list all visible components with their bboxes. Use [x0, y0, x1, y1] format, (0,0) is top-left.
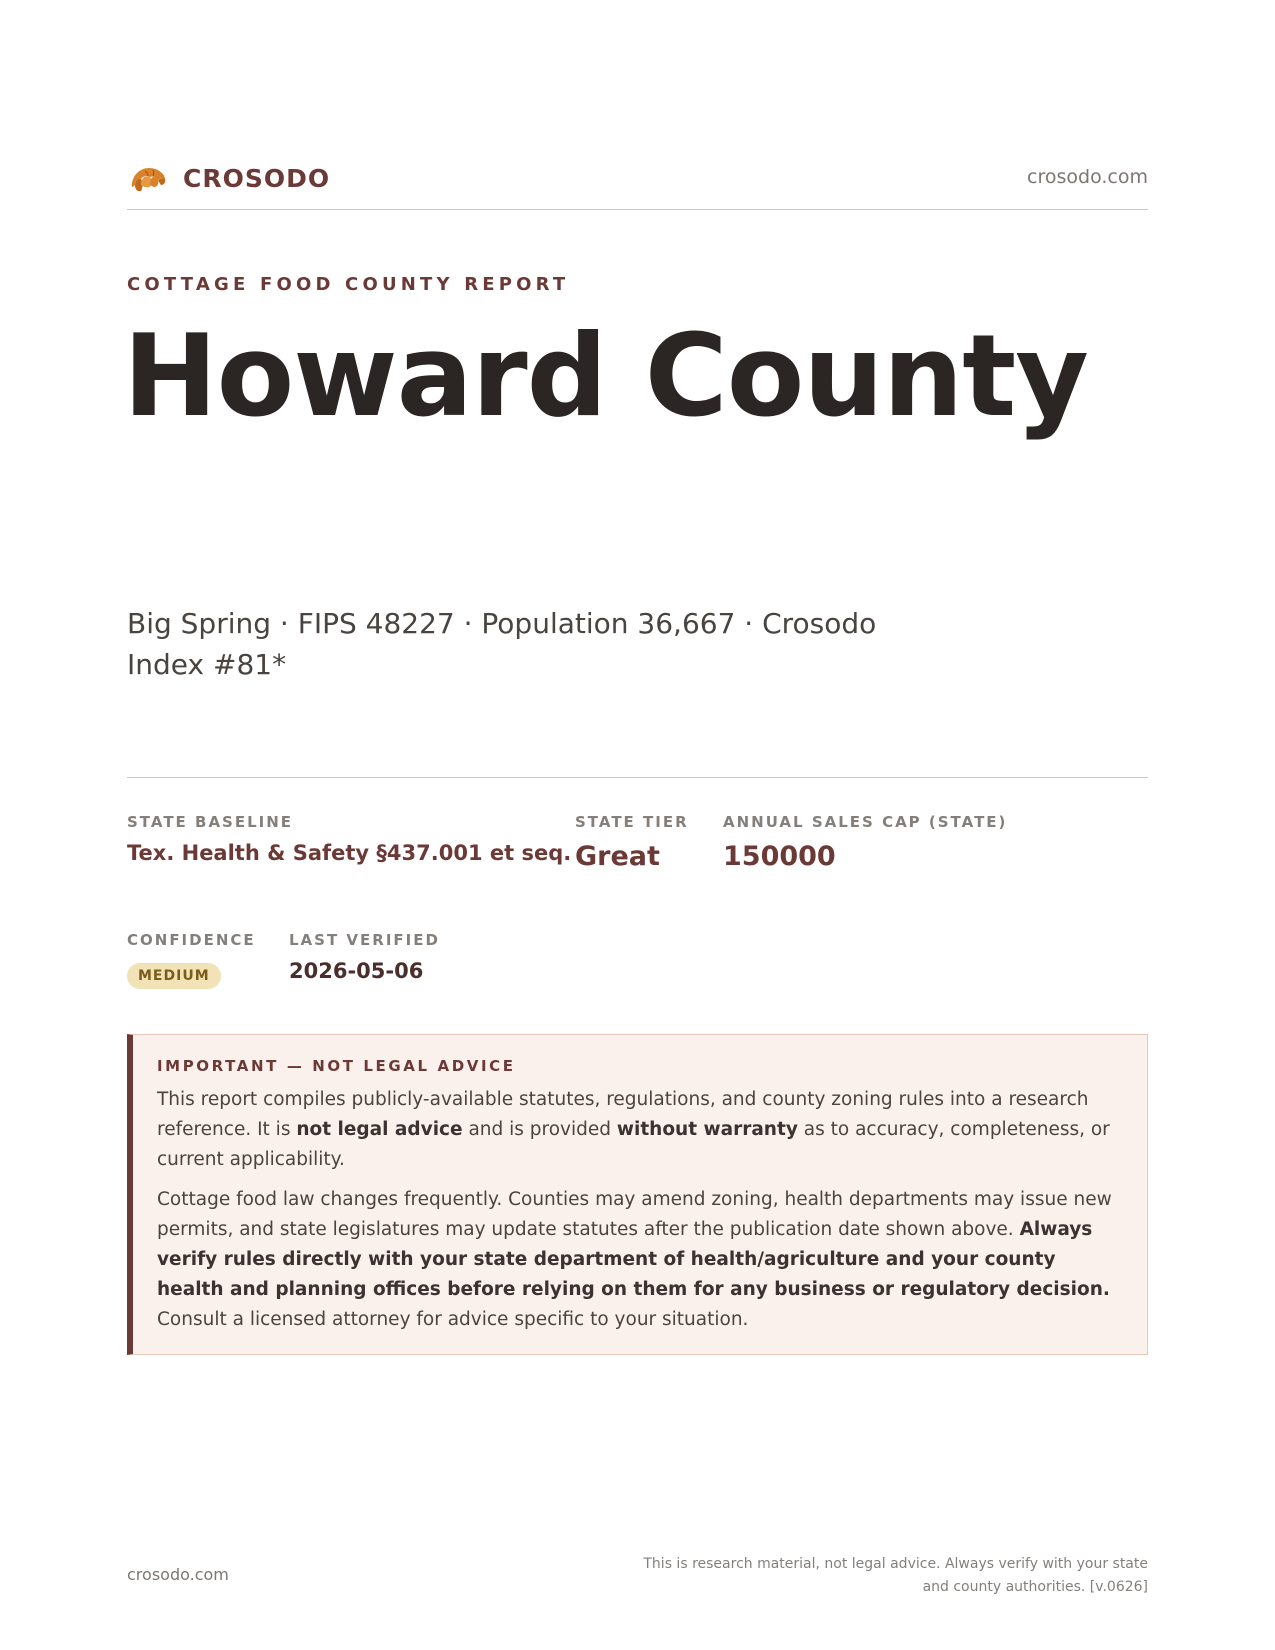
state-baseline-label: STATE BASELINE: [127, 813, 294, 831]
notice-paragraph-1: [157, 1085, 1123, 1175]
confidence-label: CONFIDENCE: [127, 931, 256, 949]
report-eyebrow: COTTAGE FOOD COUNTY REPORT: [127, 274, 570, 295]
last-verified-value: 2026-05-06: [289, 959, 424, 983]
header-divider: [127, 209, 1148, 210]
notice-text: Cottage food law changes frequently. Counties may amend zoning, health departments may issue new permits, and state legislatures may update statutes after the publication date shown above.: [157, 1189, 1112, 1240]
sales-cap-value: 150000: [723, 841, 836, 872]
notice-text: and is provided: [462, 1119, 617, 1140]
state-tier-label: STATE TIER: [575, 813, 689, 831]
notice-heading: IMPORTANT — NOT LEGAL ADVICE: [157, 1057, 516, 1075]
report-page: [123, 0, 1148, 1650]
state-baseline-value: Tex. Health & Safety §437.001 et seq.: [127, 841, 572, 865]
notice-text: as to accuracy, completeness, or current applicability.: [157, 1119, 1110, 1170]
croissant-icon: [127, 157, 169, 199]
brand: [127, 157, 330, 199]
state-tier-value: Great: [575, 841, 660, 872]
meta-last-verified: [289, 931, 440, 983]
confidence-badge: MEDIUM: [127, 963, 221, 989]
report-subtitle: Big Spring · FIPS 48227 · Population 36,667 · Crosodo Index #81*: [127, 607, 877, 681]
notice-emphasis: not legal advice: [296, 1119, 463, 1140]
meta-confidence: [127, 931, 256, 989]
meta-state-baseline: [127, 813, 571, 865]
notice-emphasis: Always verify rules directly with your state department of health/agriculture and your county health and planning offices before relying on them for any business or regulatory decision.: [157, 1219, 1110, 1300]
notice-paragraph-2: [157, 1185, 1123, 1335]
last-verified-label: LAST VERIFIED: [289, 931, 440, 949]
section-divider: [127, 777, 1148, 778]
notice-text: Consult a licensed attorney for advice specific to your situation.: [157, 1309, 749, 1330]
footer-site[interactable]: crosodo.com: [127, 1565, 229, 1584]
meta-sales-cap: [723, 813, 1007, 872]
notice-text: This report compiles publicly-available statutes, regulations, and county zoning rules into a research reference. It is: [157, 1089, 1089, 1140]
site-url[interactable]: crosodo.com: [1027, 166, 1148, 188]
legal-notice: [127, 1034, 1148, 1355]
notice-emphasis: without warranty: [616, 1119, 798, 1140]
footer-disclaimer: This is research material, not legal advice. Always verify with your state and county authorities. [v.0626]: [643, 1556, 1148, 1595]
brand-name: CROSODO: [183, 163, 331, 193]
page-title: Howard County: [123, 310, 1088, 442]
meta-state-tier: [575, 813, 689, 872]
sales-cap-label: ANNUAL SALES CAP (STATE): [723, 813, 1008, 831]
